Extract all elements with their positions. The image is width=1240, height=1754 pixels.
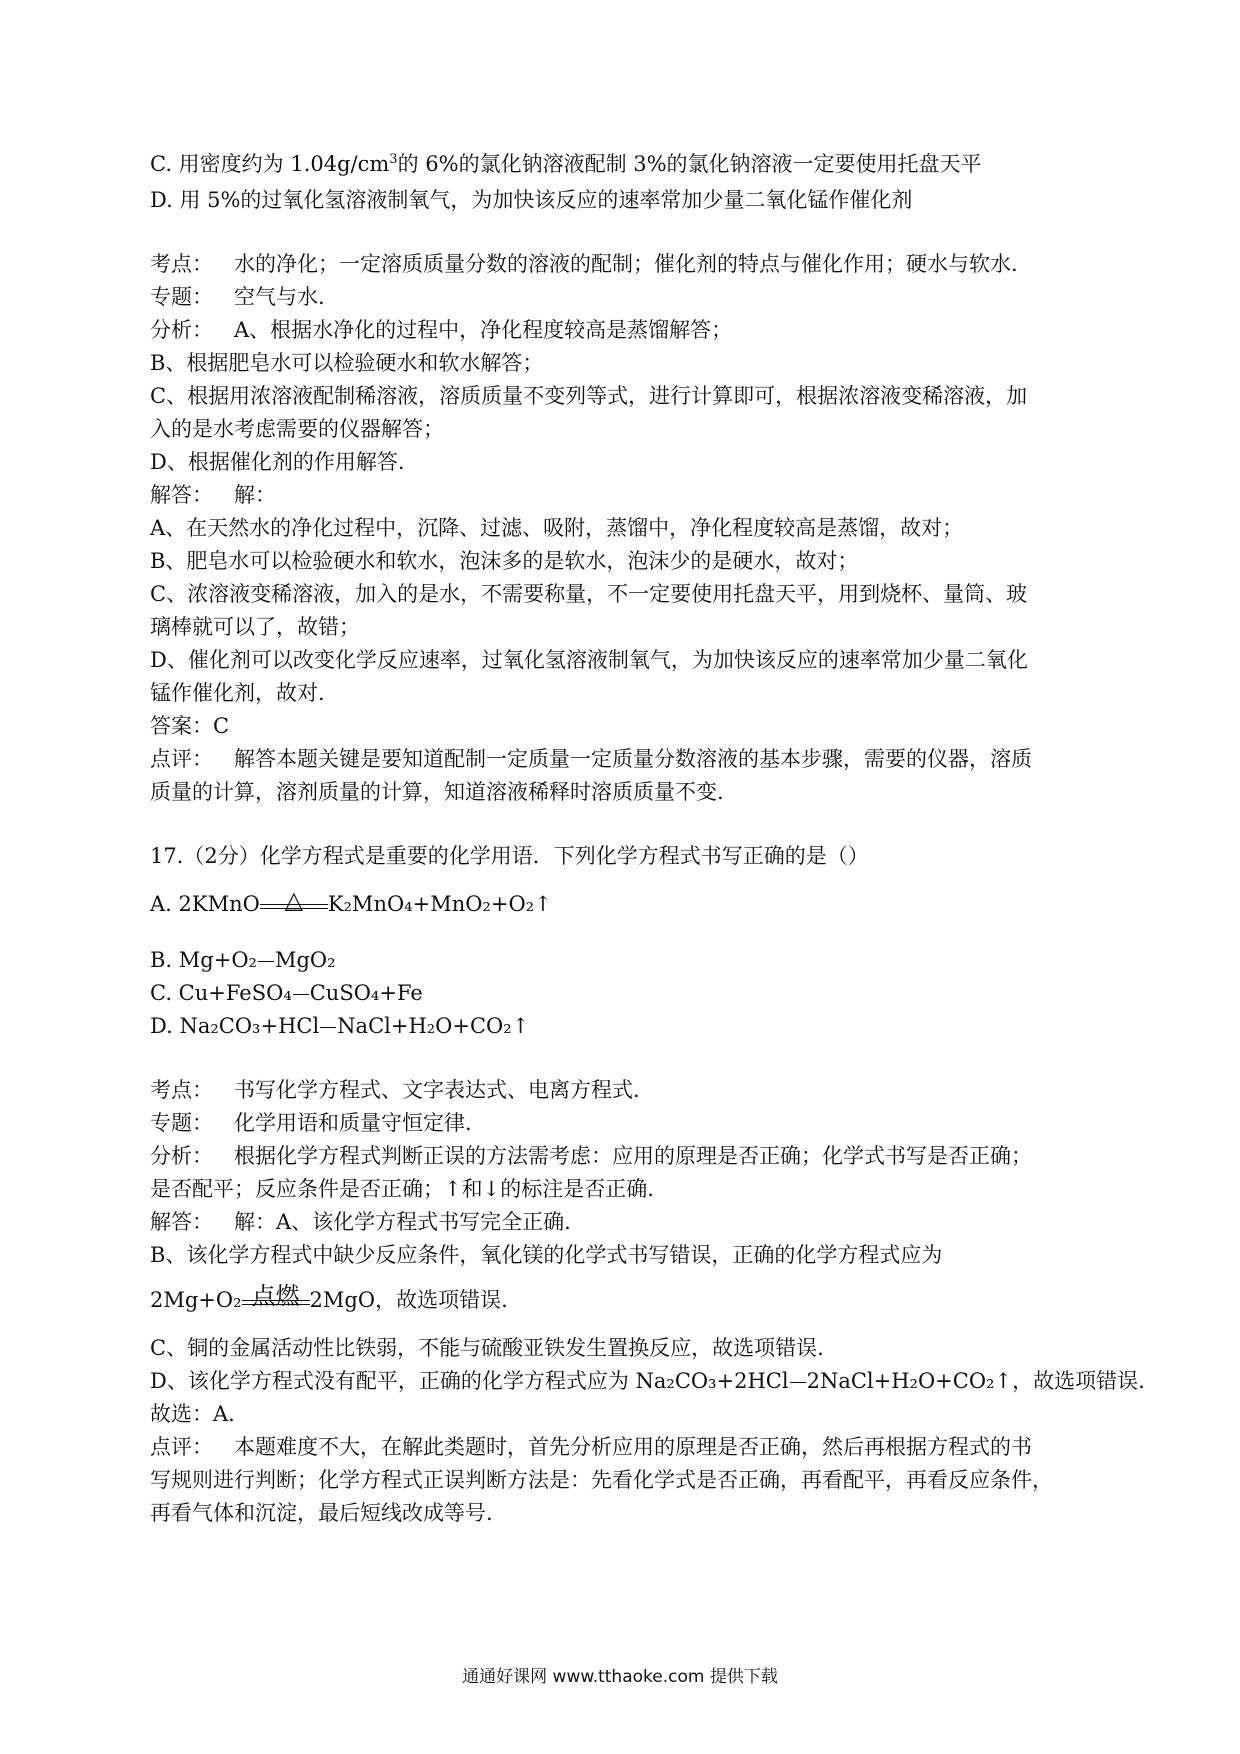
jieda-17-line2: C、铜的金属活动性比铁弱，不能与硫酸亚铁发生置换反应，故选项错误. [150, 1336, 824, 1360]
zhuanti-17: 专题： 化学用语和质量守恒定律. [150, 1111, 472, 1135]
jieda-16-line4: 璃棒就可以了，故错； [150, 615, 360, 639]
question-17-stem: 17.（2分）化学方程式是重要的化学用语．下列化学方程式书写正确的是（） [150, 844, 869, 868]
jieda-17-line4: 故选：A. [150, 1402, 235, 1426]
fenxi-17: 分析： 根据化学方程式判断正误的方法需考虑：应用的原理是否正确；化学式书写是否正确； [150, 1144, 1032, 1168]
option-c-16: C. 用密度约为 $1.04g/cm^3$的 6%的氯化钠溶液配制 3%的氯化钠溶液一定要使用托盘天平 [150, 152, 982, 176]
jieda-16-line3: C、浓溶液变稀溶液，加入的是水，不需要称量，不一定要使用托盘天平，用到烧杯、量筒、玻 [150, 582, 1028, 606]
dianping-17: 点评： 本题难度不大，在解此类题时，首先分析应用的原理是否正确，然后再根据方程式的书 [150, 1435, 1032, 1459]
jieda-17-line1: B、该化学方程式中缺少反应条件，氧化镁的化学式书写错误，正确的化学方程式应为 [150, 1243, 943, 1267]
jieda-16-line2: B、肥皂水可以检验硬水和软水，泡沫多的是软水，泡沫少的是硬水，故对； [150, 549, 859, 573]
dianping-16-line2: 质量的计算，溶剂质量的计算，知道溶液稀释时溶质质量不变. [150, 780, 724, 804]
fenxi-16-line2: B、根据肥皂水可以检验硬水和软水解答； [150, 351, 544, 375]
kaodian-16: 考点： 水的净化；一定溶质质量分数的溶液的配制；催化剂的特点与催化作用；硬水与软水. [150, 252, 1018, 276]
dianping-17-line2: 写规则进行判断；化学方程式正误判断方法是：先看化学式是否正确，再看配平，再看反应条件， [150, 1468, 1053, 1492]
fenxi-16-line4: 入的是水考虑需要的仪器解答； [150, 417, 444, 441]
kaodian-17: 考点： 书写化学方程式、文字表达式、电离方程式. [150, 1078, 640, 1102]
option-d-17: D. Na₂CO₃+HCl NaCl+H₂O+CO₂↑ [150, 1014, 530, 1038]
condition-equals-sign: △ [260, 890, 328, 922]
option-b-17: B. Mg+O₂ MgO₂ [150, 948, 336, 972]
zhuanti-16: 专题： 空气与水. [150, 285, 325, 309]
correct-equation-mgo: 2Mg+O₂ 点燃 2MgO，故选项错误. [150, 1284, 508, 1318]
jieda-17: 解答： 解：A、该化学方程式书写完全正确. [150, 1210, 571, 1234]
answer-16: 答案：C [150, 714, 230, 738]
fenxi-17-line2: 是否配平；反应条件是否正确；↑和↓的标注是否正确. [150, 1177, 654, 1201]
option-c-17: C. Cu+FeSO₄ CuSO₄+Fe [150, 981, 423, 1005]
dianping-17-line3: 再看气体和沉淀，最后短线改成等号. [150, 1501, 493, 1525]
page-footer: 通通好课网 www.tthaoke.com 提供下载 [462, 1667, 778, 1687]
condition-equals-sign: 点燃 [242, 1286, 310, 1318]
fenxi-16-line5: D、根据催化剂的作用解答. [150, 450, 405, 474]
dianping-16: 点评： 解答本题关键是要知道配制一定质量一定质量分数溶液的基本步骤，需要的仪器，溶质 [150, 747, 1032, 771]
option-a-17: A. 2KMnO △ K₂MnO₄+MnO₂+O₂↑ [150, 888, 552, 922]
jieda-16-line6: 锰作催化剂，故对. [150, 681, 325, 705]
fenxi-16-line3: C、根据用浓溶液配制稀溶液，溶质质量不变列等式，进行计算即可，根据浓溶液变稀溶液，加 [150, 384, 1028, 408]
jieda-16-line5: D、催化剂可以改变化学反应速率，过氧化氢溶液制氧气，为加快该反应的速率常加少量二氧化 [150, 648, 1028, 672]
option-d-16: D. 用 5%的过氧化氢溶液制氧气，为加快该反应的速率常加少量二氧化锰作催化剂 [150, 188, 913, 212]
fenxi-16: 分析： A、根据水净化的过程中，净化程度较高是蒸馏解答； [150, 318, 733, 342]
jieda-16-line1: A、在天然水的净化过程中，沉降、过滤、吸附，蒸馏中，净化程度较高是蒸馏，故对； [150, 516, 964, 540]
jieda-17-line3: D、该化学方程式没有配平，正确的化学方程式应为 Na₂CO₃+2HCl 2NaCl+H₂O+CO₂↑，故选项错误. [150, 1369, 1145, 1393]
jieda-16: 解答： 解： [150, 483, 276, 507]
